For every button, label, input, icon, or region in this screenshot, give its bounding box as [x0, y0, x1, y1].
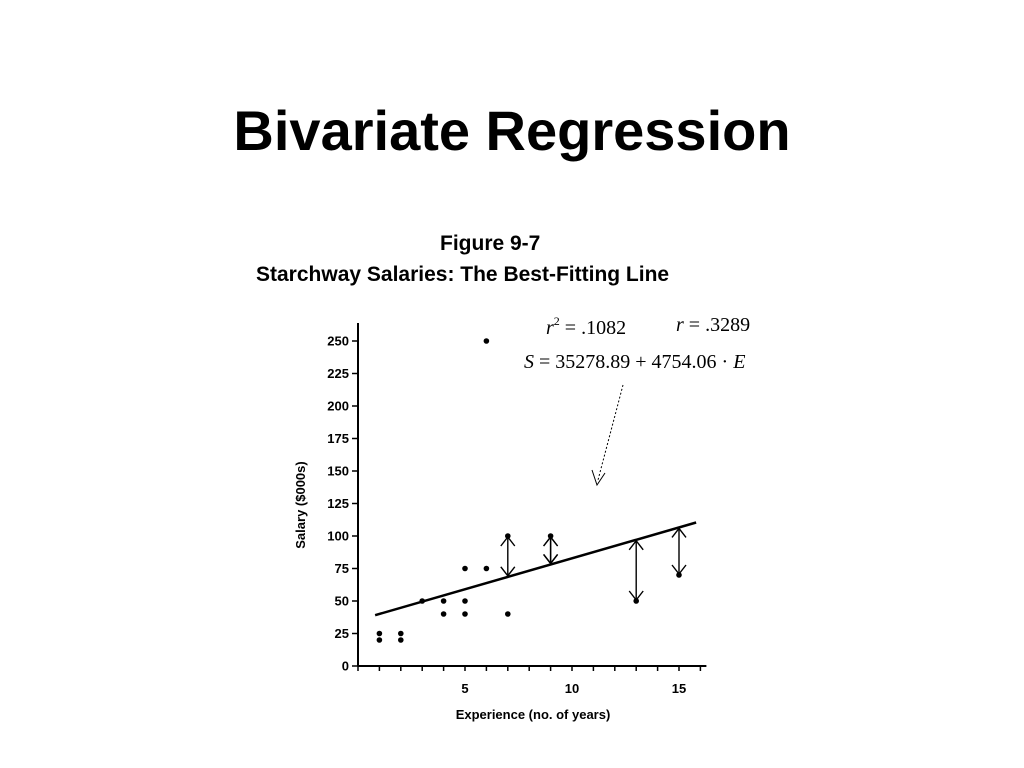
y-tick-label: 75 [334, 561, 349, 576]
y-tick-label: 150 [327, 463, 349, 479]
y-tick-label: 50 [334, 593, 349, 609]
r2-value: = .1082 [564, 317, 627, 339]
y-tick-label: 0 [341, 658, 349, 674]
r-value: = .3289 [688, 314, 751, 336]
y-tick-label: 100 [327, 528, 349, 544]
data-point [462, 566, 468, 572]
x-tick-label: 10 [564, 681, 580, 696]
chart-marks [375, 338, 696, 643]
data-point [548, 533, 554, 539]
residual-arrow [672, 528, 686, 574]
residual-arrow [501, 537, 515, 576]
figure-title: Starchway Salaries: The Best-Fitting Line [256, 263, 670, 286]
slide-title: Bivariate Regression [233, 99, 791, 162]
data-point [441, 611, 447, 617]
y-tick-label: 225 [327, 366, 349, 381]
data-point [505, 533, 511, 539]
data-point [633, 598, 639, 604]
r2-exponent: 2 [553, 314, 560, 328]
s-symbol: S [524, 351, 534, 373]
data-point [484, 338, 490, 344]
data-point [377, 637, 383, 643]
data-point [398, 637, 404, 643]
r2-symbol: r [546, 317, 554, 339]
y-tick-label: 175 [327, 431, 349, 446]
y-tick-label: 25 [334, 626, 349, 641]
equation-pointer [598, 385, 623, 480]
data-point [462, 598, 468, 604]
s-body: = 35278.89 + 4754.06 · [539, 351, 729, 373]
chart-axes [327, 323, 706, 696]
y-tick-label: 250 [327, 333, 349, 349]
data-point [398, 631, 404, 637]
y-tick-label: 125 [327, 496, 349, 511]
data-point [676, 572, 682, 578]
x-axis-label: Experience (no. of years) [455, 707, 611, 722]
y-axis-label: Salary ($000s) [293, 461, 308, 549]
y-tick-label: 200 [327, 398, 349, 414]
data-point [441, 598, 447, 604]
data-point [377, 631, 383, 637]
residual-arrow [544, 537, 558, 563]
x-tick-label: 5 [461, 681, 469, 696]
data-point [419, 598, 425, 604]
figure-label: Figure 9-7 [440, 232, 541, 255]
data-point [505, 611, 511, 617]
equation-pointer-head [592, 470, 605, 485]
residual-arrow [629, 541, 643, 600]
x-tick-label: 15 [671, 681, 687, 696]
data-point [462, 611, 468, 617]
r-symbol: r [676, 314, 684, 336]
data-point [484, 566, 490, 572]
e-symbol: E [733, 351, 746, 373]
